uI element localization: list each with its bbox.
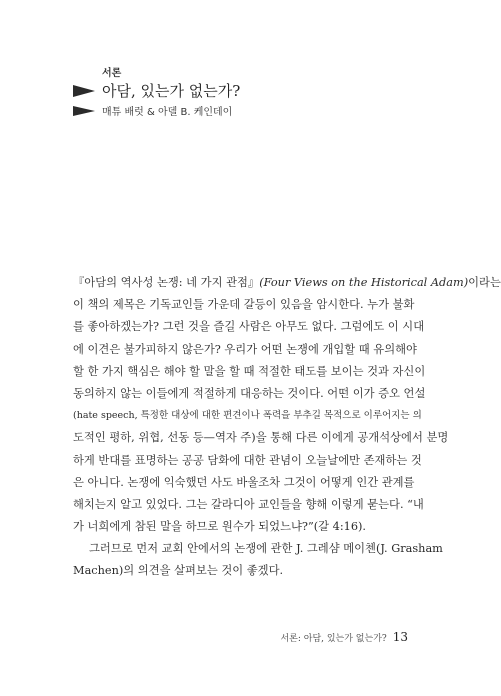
paragraph-2 <box>73 538 443 582</box>
text-line: 그러므로 먼저 교회 안에서의 논쟁에 관한 J. 그레샴 메이첸(J. Grasham <box>89 542 443 556</box>
text-line: 가 너희에게 참된 말을 하므로 원수가 되었느냐?”(갈 4:16). <box>73 520 367 534</box>
text-line: 하게 반대를 표명하는 공공 담화에 대한 관념이 오늘날에만 존재하는 것 <box>73 453 422 467</box>
body-text <box>73 272 501 583</box>
text-line: 해치는지 알고 있었다. 그는 갈라디아 교인들을 향해 이렇게 묻는다. “내 <box>73 497 424 511</box>
text-line: 할 한 가지 핵심은 해야 할 말을 할 때 적절한 태도를 보이는 것과 자신이 <box>73 364 426 378</box>
triangle-small-icon <box>73 106 95 116</box>
running-head: 서론: 아담, 있는가 없는가? <box>280 634 387 644</box>
page-footer <box>280 630 408 644</box>
text-line: 에 이견은 불가피하지 않은가? 우리가 어떤 논쟁에 개입할 때 유의해야 <box>73 342 417 356</box>
section-label: 서론 <box>102 68 122 79</box>
text-line: Machen)의 의견을 살펴보는 것이 좋겠다. <box>73 564 284 578</box>
text-line: 도적인 평하, 위협, 선동 등—역자 주)을 통해 다른 이에게 공개석상에서 분명 <box>73 431 449 445</box>
triangle-large-icon <box>73 85 95 97</box>
text-line: 은 아니다. 논쟁에 익숙했던 사도 바울조차 그것이 어떻게 인간 관계를 <box>73 475 415 489</box>
text-line: 이 책의 제목은 기독교인들 가운데 갈등이 있음을 암시한다. 누가 불화 <box>73 298 415 312</box>
text-line: 동의하지 않는 이들에게 적절하게 대응하는 것이다. 어떤 이가 증오 언설 <box>73 386 426 400</box>
chapter-title: 아담, 있는가 없는가? <box>102 82 241 100</box>
text-line: 『아담의 역사성 논쟁: 네 가지 관점』(Four Views on the Historical Adam)이라는 <box>73 276 501 289</box>
page-number: 13 <box>392 630 408 644</box>
paragraph-1 <box>73 272 501 538</box>
text-line: 를 좋아하겠는가? 그런 것을 즐길 사람은 아무도 없다. 그럼에도 이 시대 <box>73 320 425 334</box>
chapter-authors: 매튜 배럿 & 아델 B. 케인데이 <box>102 107 233 118</box>
text-line: (hate speech, 특정한 대상에 대한 편견이나 폭력을 부추길 목적으로 이루어지는 의 <box>73 410 422 422</box>
